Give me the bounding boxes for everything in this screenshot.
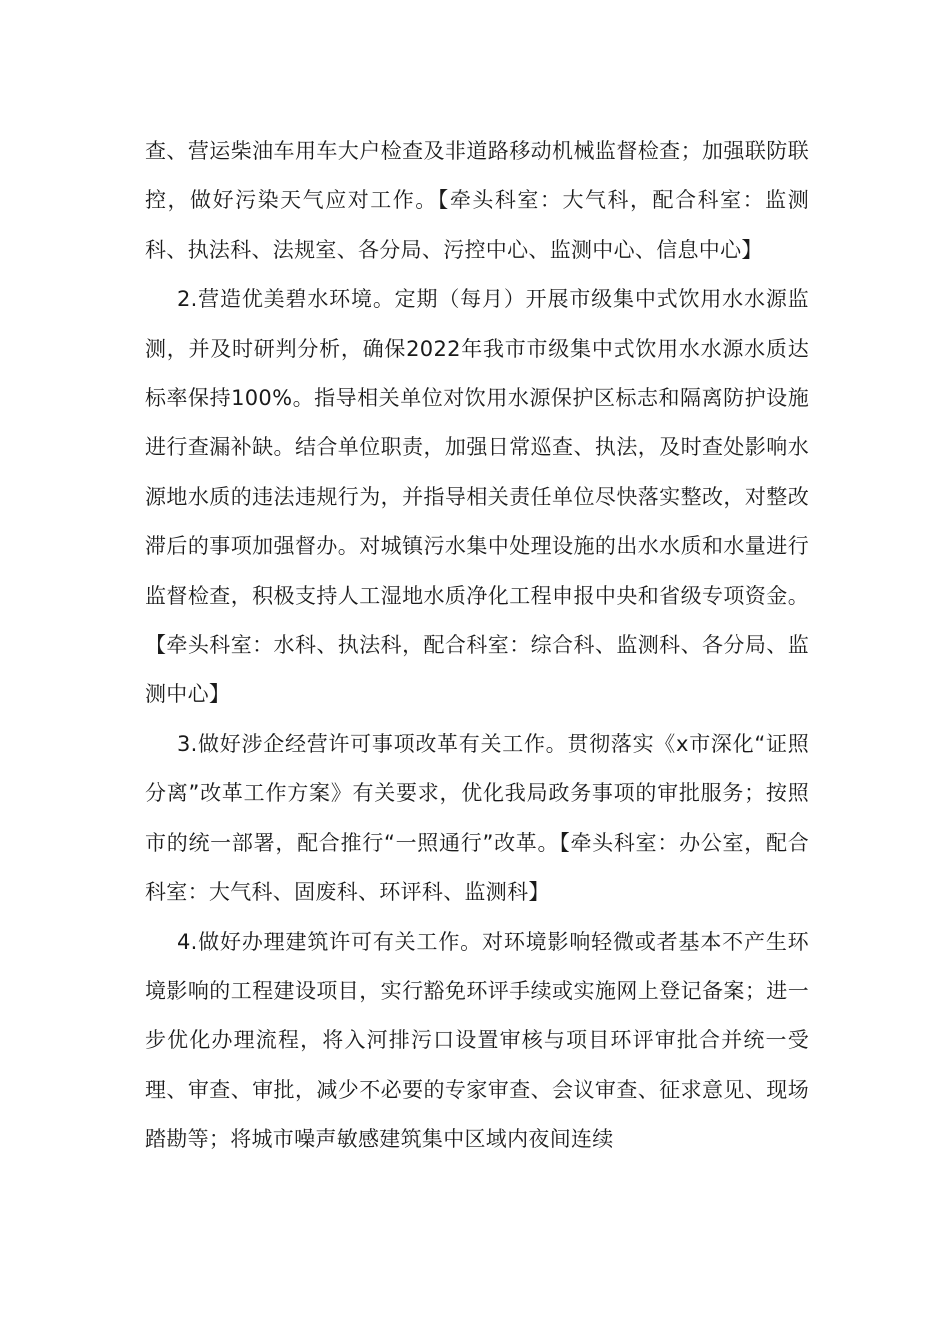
paragraph-item-4: 4.做好办理建筑许可有关工作。对环境影响轻微或者基本不产生环境影响的工程建设项目，实行豁免环评手续或实施网上登记备案；进一步优化办理流程，将入河排污口设置审核与项目环评审批合并统一受理、审查、审批，减少不必要的专家审查、会议审查、征求意见、现场踏勘等；将城市噪声敏感建筑集中区域内夜间连续 — [145, 929, 809, 1152]
paragraph-continuation: 查、营运柴油车用车大户检查及非道路移动机械监督检查；加强联防联控，做好污染天气应对工作。【牵头科室：大气科，配合科室：监测科、执法科、法规室、各分局、污控中心、监测中心、信息中心】 — [145, 139, 809, 262]
paragraph-item-3: 3.做好涉企经营许可事项改革有关工作。贯彻落实《x市深化“证照分离”改革工作方案》有关要求，优化我局政务事项的审批服务；按照市的统一部署，配合推行“一照通行”改革。【牵头科室：办公室，配合科室：大气科、固废科、环评科、监测科】 — [145, 731, 809, 905]
document-body — [145, 127, 809, 1165]
paragraph-item-2: 2.营造优美碧水环境。定期（每月）开展市级集中式饮用水水源监测，并及时研判分析，确保2022年我市市级集中式饮用水水源水质达标率保持100%。指导相关单位对饮用水源保护区标志和隔离防护设施进行查漏补缺。结合单位职责，加强日常巡查、执法，及时查处影响水源地水质的违法违规行为，并指导相关责任单位尽快落实整改，对整改滞后的事项加强督办。对城镇污水集中处理设施的出水水质和水量进行监督检查，积极支持人工湿地水质净化工程申报中央和省级专项资金。【牵头科室：水科、执法科，配合科室：综合科、监测科、各分局、监测中心】 — [145, 287, 809, 707]
